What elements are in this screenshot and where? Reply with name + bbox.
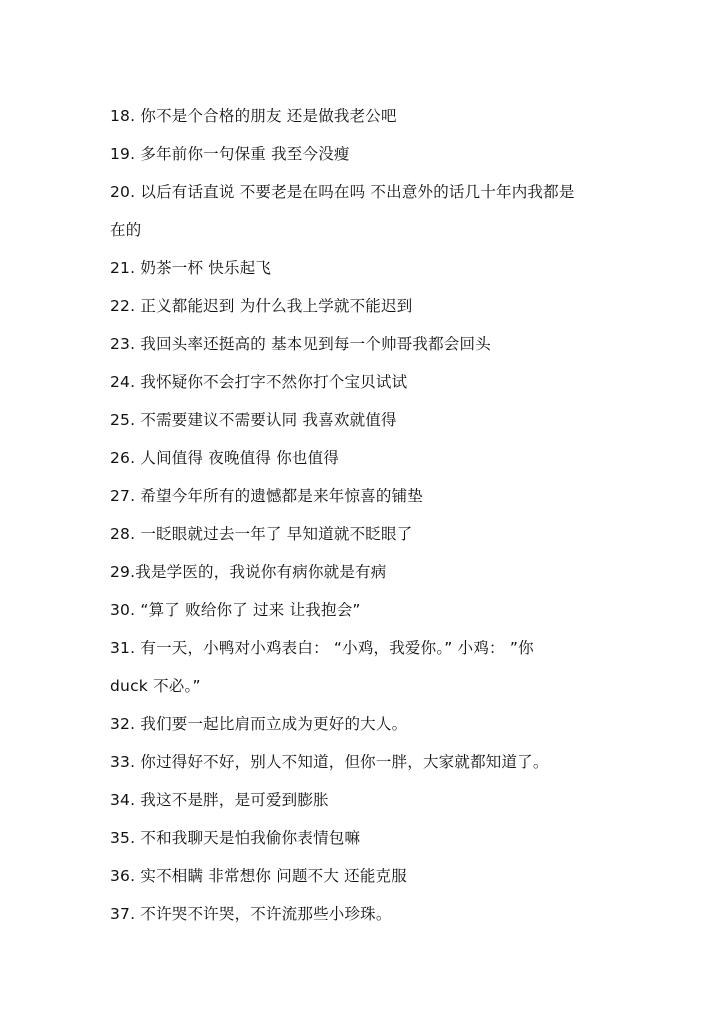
text-line: 28. 一眨眼就过去一年了 早知道就不眨眼了	[110, 525, 413, 543]
text-line: 22. 正义都能迟到 为什么我上学就不能迟到	[110, 297, 413, 315]
text-line: 24. 我怀疑你不会打字不然你打个宝贝试试	[110, 373, 408, 391]
text-line: 18. 你不是个合格的朋友 还是做我老公吧	[110, 107, 397, 125]
text-line: 32. 我们要一起比肩而立成为更好的大人。	[110, 715, 408, 733]
text-line: 25. 不需要建议不需要认同 我喜欢就值得	[110, 411, 397, 429]
text-line: 37. 不许哭不许哭，不许流那些小珍珠。	[110, 905, 392, 923]
text-line: 36. 实不相瞒 非常想你 问题不大 还能克服	[110, 867, 407, 885]
text-line: 34. 我这不是胖，是可爱到膨胀	[110, 791, 329, 809]
text-line: 30. “算了 败给你了 过来 让我抱会”	[110, 601, 361, 619]
text-line: 20. 以后有话直说 不要老是在吗在吗 不出意外的话几十年内我都是	[110, 183, 575, 201]
text-line: 在的	[110, 221, 142, 239]
text-line: 26. 人间值得 夜晚值得 你也值得	[110, 449, 340, 467]
text-line: 19. 多年前你一句保重 我至今没瘦	[110, 145, 350, 163]
text-line: duck 不必。”	[110, 677, 201, 695]
text-line: 35. 不和我聊天是怕我偷你表情包嘛	[110, 829, 361, 847]
text-line: 21. 奶茶一杯 快乐起飞	[110, 259, 272, 277]
text-line: 29.我是学医的，我说你有病你就是有病	[110, 563, 387, 581]
document-body	[110, 102, 622, 938]
text-line: 31. 有一天，小鸭对小鸡表白： “小鸡，我爱你。” 小鸡： ”你	[110, 639, 534, 657]
text-line: 33. 你过得好不好，别人不知道，但你一胖，大家就都知道了。	[110, 753, 549, 771]
text-line: 23. 我回头率还挺高的 基本见到每一个帅哥我都会回头	[110, 335, 491, 353]
text-line: 27. 希望今年所有的遗憾都是来年惊喜的铺垫	[110, 487, 423, 505]
